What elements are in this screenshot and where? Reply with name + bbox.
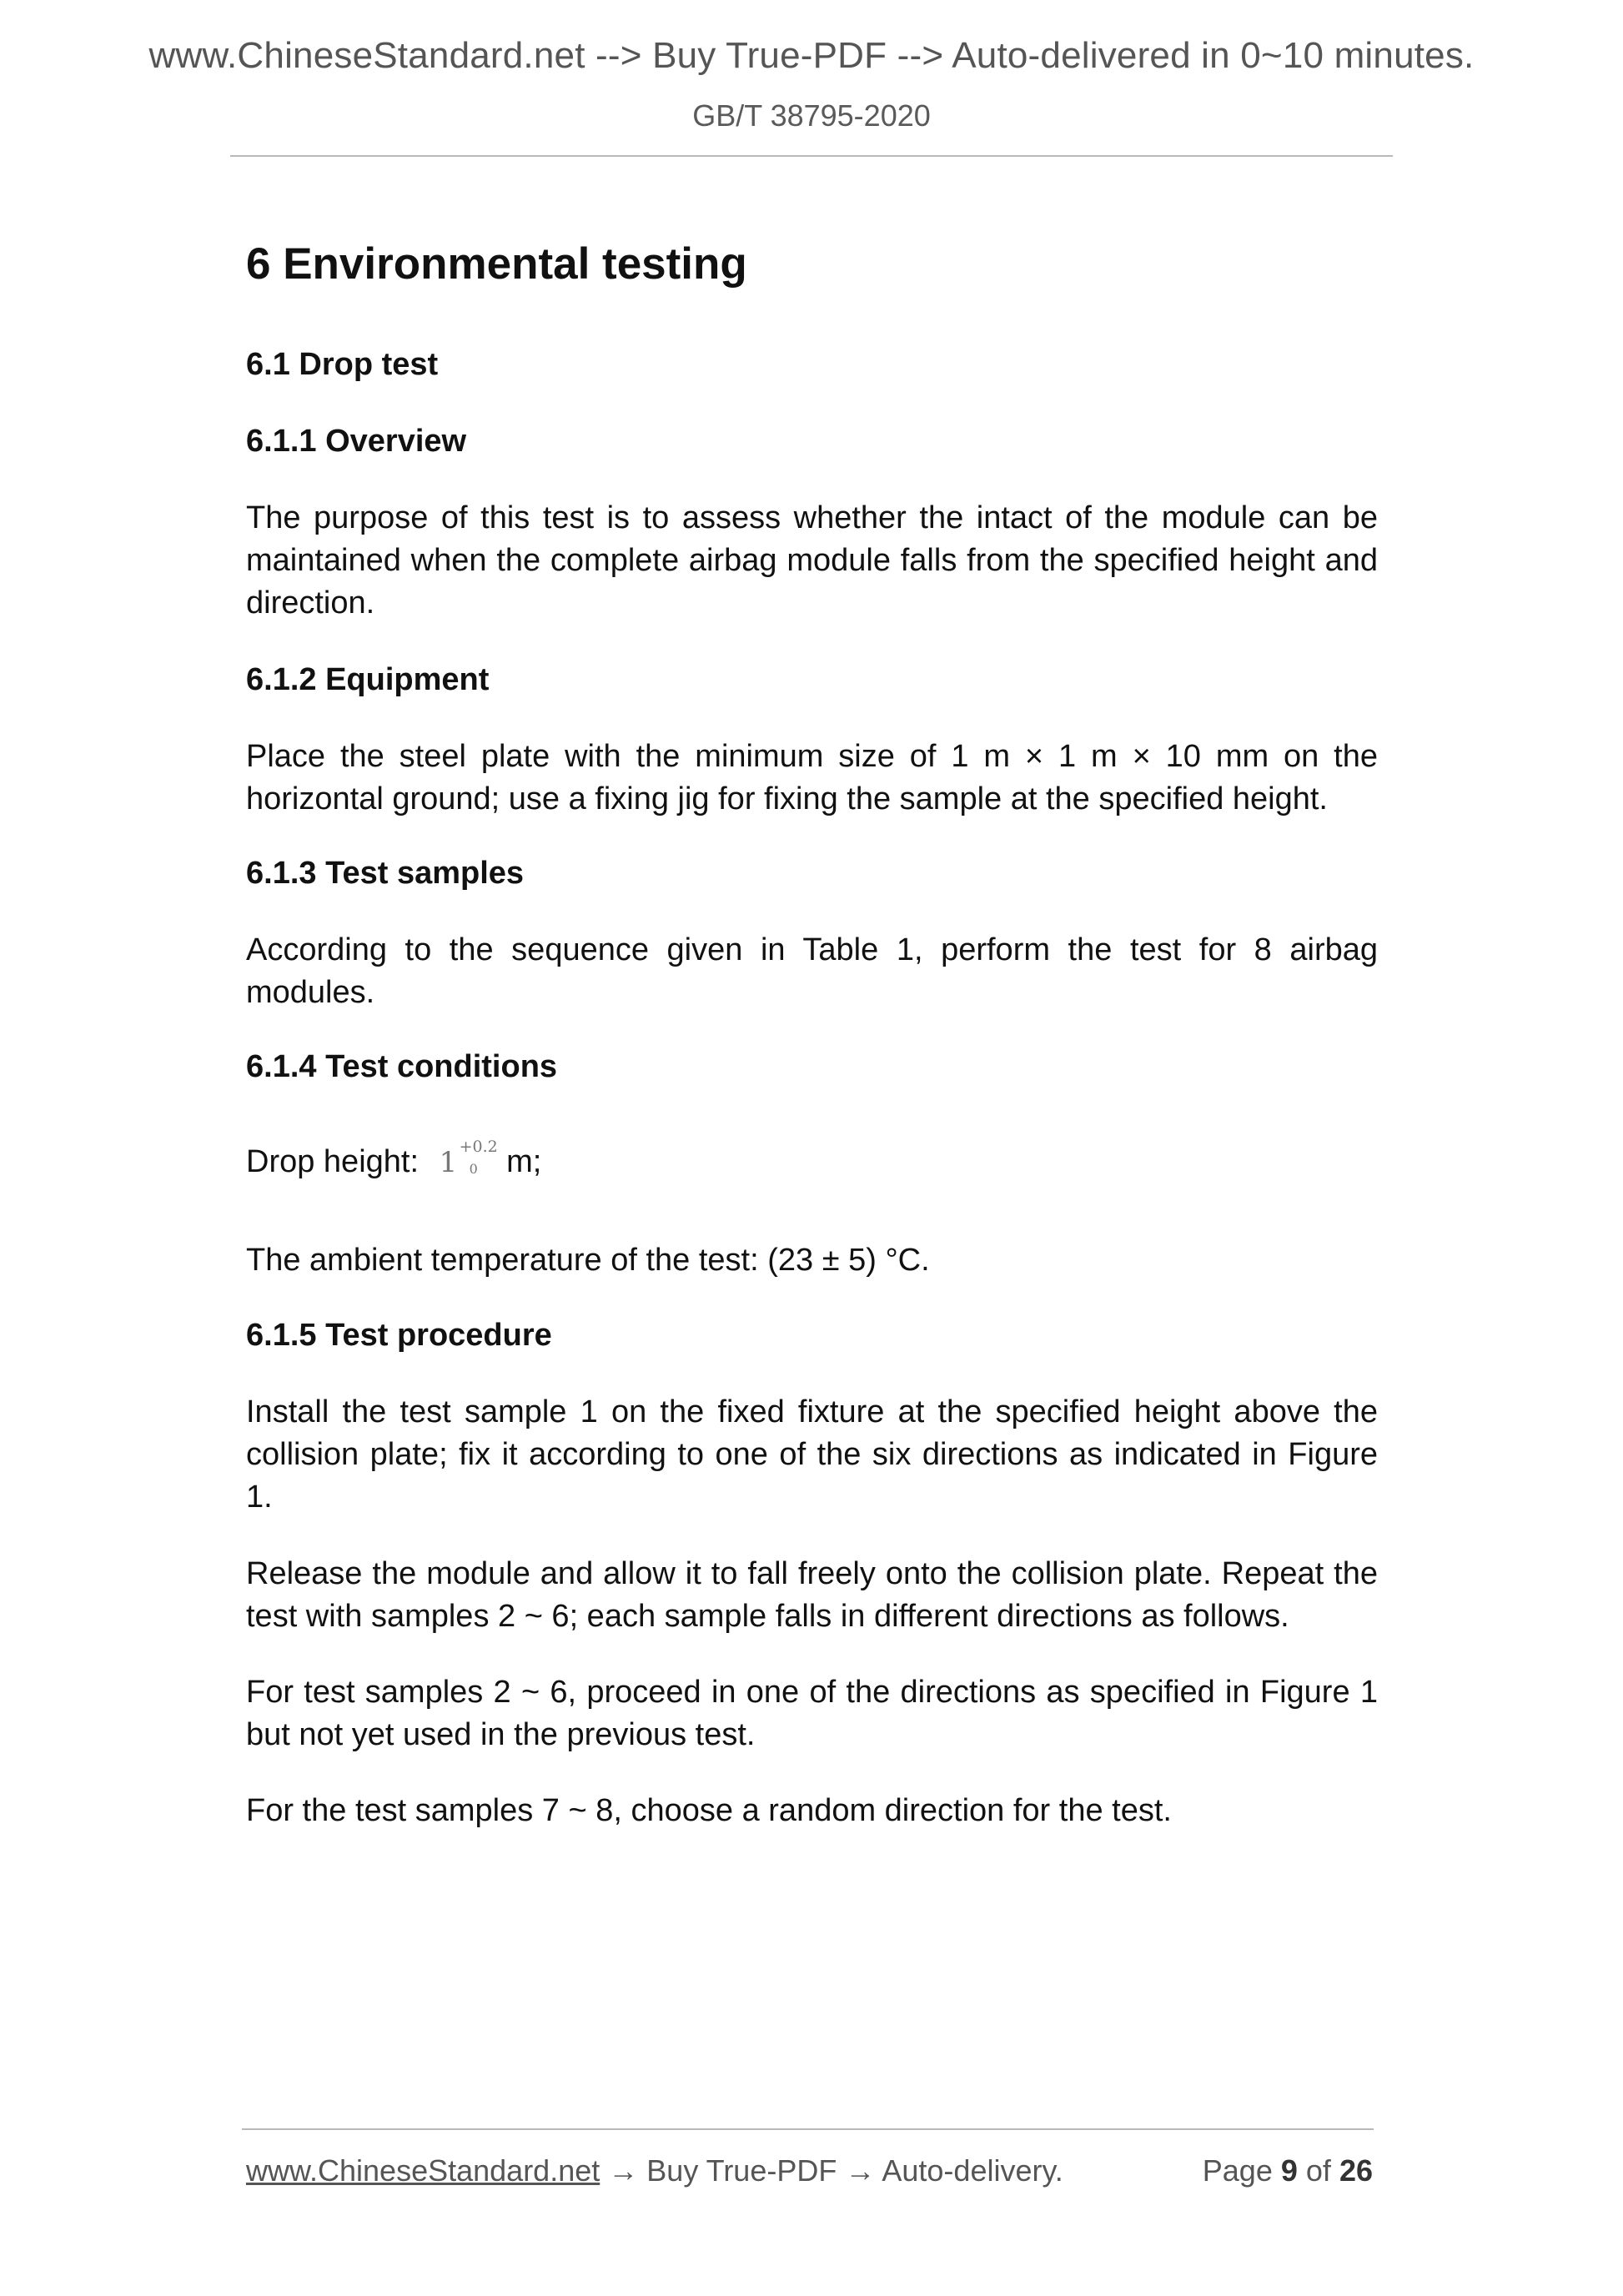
section-title: 6 Environmental testing <box>246 239 747 289</box>
footer-delivery-text: Auto-delivery. <box>882 2153 1063 2188</box>
heading-equipment: 6.1.2 Equipment <box>246 662 490 697</box>
procedure-paragraph-3: For test samples 2 ~ 6, proceed in one of the directions as specified in Figure 1 but not yet used in the previous test. <box>246 1675 1378 1752</box>
procedure-paragraph-2: Release the module and allow it to fall freely onto the collision plate. Repeat the test with samples 2 ~ 6; each sample falls in different directions as follows. <box>246 1556 1378 1634</box>
arrow-icon: → <box>608 2153 639 2188</box>
heading-test-procedure: 6.1.5 Test procedure <box>246 1318 552 1353</box>
page-number: 9 <box>1280 2153 1298 2188</box>
heading-test-conditions: 6.1.4 Test conditions <box>246 1049 558 1084</box>
procedure-paragraph-1: Install the test sample 1 on the fixed fixture at the specified height above the collision plate; fix it according to one of the six directions as indicated in Figure 1. <box>246 1394 1378 1515</box>
of-word: of <box>1305 2153 1331 2188</box>
overview-paragraph: The purpose of this test is to assess whether the intact of the module can be maintained when the complete airbag module falls from the specified height and direction. <box>246 500 1378 620</box>
page-total: 26 <box>1339 2153 1373 2188</box>
test-samples-paragraph: According to the sequence given in Table 1, perform the test for 8 airbag modules. <box>246 932 1378 1010</box>
drop-height-line <box>246 1138 542 1184</box>
drop-height-label: Drop height: <box>246 1144 420 1180</box>
drop-height-base: 1 <box>439 1146 458 1179</box>
equipment-paragraph: Place the steel plate with the minimum size of 1 m × 1 m × 10 mm on the horizontal ground; use a fixing jig for fixing the sample at the specified height. <box>246 739 1378 816</box>
footer-site-link[interactable]: www.ChineseStandard.net <box>246 2153 600 2188</box>
page-indicator <box>1203 2153 1373 2188</box>
page-word: Page <box>1202 2153 1273 2188</box>
drop-height-upper-tolerance: +0.2 <box>459 1138 498 1156</box>
drop-height-tolerance <box>428 1138 498 1184</box>
drop-height-lower-tolerance: 0 <box>469 1161 478 1177</box>
ambient-temperature-line: The ambient temperature of the test: (23 ± 5) °C. <box>246 1243 930 1278</box>
drop-height-unit: m; <box>506 1144 542 1180</box>
heading-overview: 6.1.1 Overview <box>246 424 467 459</box>
header-divider <box>230 155 1393 157</box>
footer-buy-text: Buy True-PDF <box>646 2153 837 2188</box>
arrow-icon: → <box>845 2153 876 2188</box>
heading-drop-test: 6.1 Drop test <box>246 347 439 382</box>
footer-promo <box>246 2153 1063 2188</box>
procedure-paragraph-4: For the test samples 7 ~ 8, choose a random direction for the test. <box>246 1793 1172 1828</box>
top-banner: www.ChineseStandard.net --> Buy True-PDF --> Auto-delivered in 0~10 minutes. <box>148 35 1475 76</box>
heading-test-samples: 6.1.3 Test samples <box>246 856 525 891</box>
footer-divider <box>242 2128 1374 2130</box>
standard-code: GB/T 38795-2020 <box>692 98 931 133</box>
